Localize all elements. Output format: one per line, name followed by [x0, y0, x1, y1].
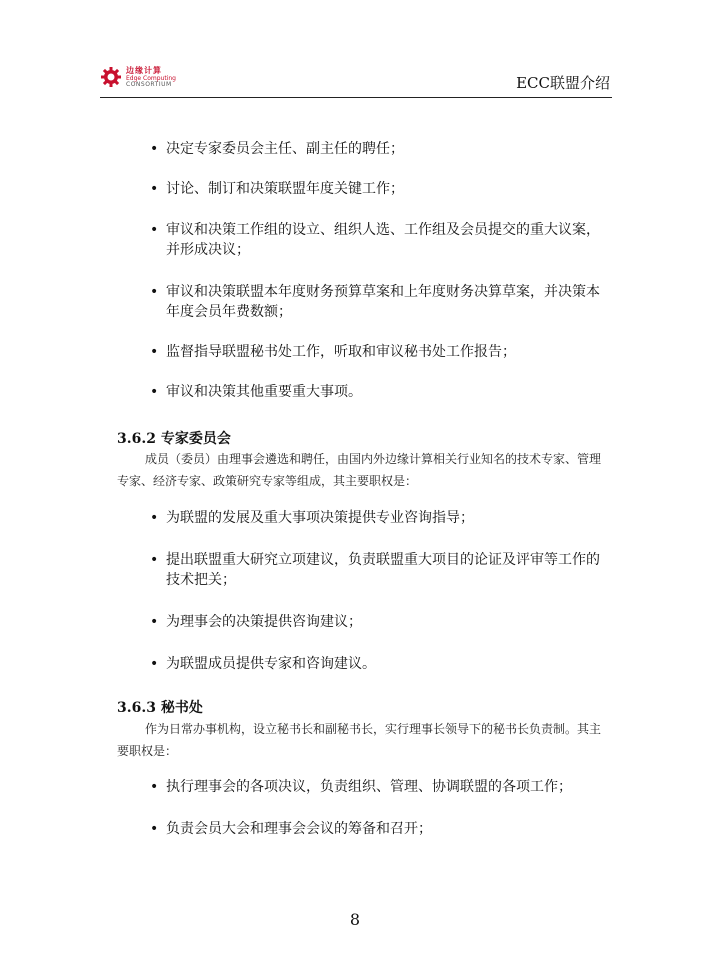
header-divider — [100, 97, 612, 98]
section-paragraph-3-6-3: 作为日常办事机构，设立秘书长和副秘书长，实行理事长领导下的秘书长负责制。其主要职权是： — [117, 722, 602, 758]
duties-list — [150, 139, 600, 402]
list-item: • 执行理事会的各项决议，负责组织、管理、协调联盟的各项工作； — [150, 777, 600, 797]
list-item: • 为联盟的发展及重大事项决策提供专业咨询指导； — [150, 508, 600, 528]
list-item: • 为联盟成员提供专家和咨询建议。 — [150, 654, 600, 674]
list-item: • 为理事会的决策提供咨询建议； — [150, 612, 600, 632]
header-title: ECC联盟介绍 — [516, 74, 610, 92]
list-item: • 负责会员大会和理事会会议的筹备和召开； — [150, 819, 600, 839]
list-item: • 审议和决策联盟本年度财务预算草案和上年度财务决算草案，并决策本年度会员年费数额； — [150, 282, 600, 322]
list-item: • 讨论、制订和决策联盟年度关键工作； — [150, 179, 600, 199]
page-header — [100, 62, 610, 96]
page-number: 8 — [349, 910, 361, 929]
section-paragraph-3-6-2: 成员（委员）由理事会遴选和聘任，由国内外边缘计算相关行业知名的技术专家、管理专家、经济专家、政策研究专家等组成，其主要职权是： — [117, 452, 602, 488]
list-item: • 审议和决策工作组的设立、组织人选、工作组及会员提交的重大议案，并形成决议； — [150, 220, 600, 260]
section-heading-3-6-3: 3.6.3 秘书处 — [117, 700, 203, 716]
ecc-logo — [100, 62, 176, 92]
logo-cn-text: 边缘计算 — [126, 65, 162, 75]
list-item: • 提出联盟重大研究立项建议，负责联盟重大项目的论证及评审等工作的技术把关； — [150, 550, 600, 590]
gear-icon — [100, 66, 122, 88]
secretariat-list — [150, 777, 600, 839]
section-heading-3-6-2: 3.6.2 专家委员会 — [117, 431, 231, 447]
logo-en-line2: CONSORTIUM — [126, 80, 172, 88]
logo-en-line1: Edge Computing — [126, 74, 176, 82]
expert-committee-list — [150, 508, 600, 674]
list-item: • 监督指导联盟秘书处工作，听取和审议秘书处工作报告； — [150, 342, 600, 362]
list-item: • 审议和决策其他重要重大事项。 — [150, 382, 600, 402]
list-item: • 决定专家委员会主任、副主任的聘任； — [150, 139, 600, 159]
